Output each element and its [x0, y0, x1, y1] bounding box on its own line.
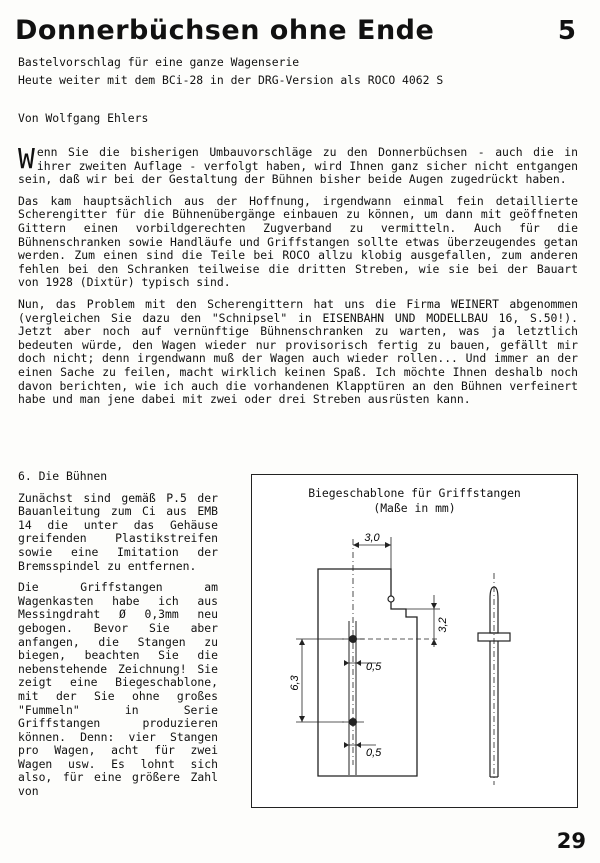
dim-large-arrow-bottom: [299, 716, 305, 722]
page-number: 29: [556, 829, 586, 853]
subtitle-line-1: Bastelvorschlag für eine ganze Wagenserie: [18, 55, 300, 69]
dim-small-arrow-bottom: [431, 639, 437, 645]
dim-large-label: 6,3: [289, 675, 301, 691]
dim-hole-upper-arrow-left: [344, 660, 349, 666]
intro-paragraph-1-text: enn Sie die bisherigen Umbauvorschläge zu den Donnerbüchsen - auch die in ihrer zweiten Auflage - verfolgt haben, wird Ihnen ganz sicher nicht entgangen sein, daß wir bei der Gestaltung der Bühnen bisher beide Augen zugedrückt haben.: [18, 145, 578, 187]
dim-hole-lower-label: 0,5: [366, 747, 382, 759]
dim-hole-lower-arrow-right: [356, 742, 361, 748]
dim-hole-upper-arrow-right: [356, 660, 361, 666]
dim-hole-upper-label: 0,5: [366, 661, 382, 673]
section-column: [18, 470, 218, 807]
article-subtitle: [18, 56, 588, 91]
intro-paragraph-2: Das kam hauptsächlich aus der Hoffnung, irgendwann einmal fein detaillierte Scherengitter für die Bühnenübergänge einbauen zu können, um dann mit geöffneten Gittern einen vorbildgerechten Zugverband zu vermitteln. Auch für die Bühnenschranken sowie Handläufe und Griffstangen sollte etwas überzeugendes getan werden. Zum einen sind die Teile bei ROCO allzu klobig ausgefallen, zum anderen fehlen bei den Schranken teilweise die dritten Streben, wie sie bei der Bauart von 1928 (Dixtür) typisch sind.: [18, 193, 578, 290]
drop-cap: W: [18, 142, 35, 175]
notch-hole: [388, 596, 394, 602]
section-paragraph-2: Die Griffstangen am Wagenkasten habe ich aus Messingdraht Ø 0,3mm neu gebogen. Bevor Sie aber anfangen, die Stangen zu biegen, beachten Sie die nebenstehende Zeichnung! Sie zeigt eine Biegeschablone, mit der Sie ohne großes "Fummeln" in Serie Griffstangen produzieren können. Denn: vier Stangen pro Wagen, acht für zwei Wagen usw. Es lohnt sich also, für eine größere Zahl von: [18, 580, 218, 799]
intro-paragraph-3: Nun, das Problem mit den Scherengittern hat uns die Firma WEINERT abgenommen (vergleichen Sie dazu den "Schnipsel" in EISENBAHN UND MODELLBAU 16, S.50!). Jetzt aber noch auf vernünftige Bühnenschranken zu warten, was ja letztlich bedeuten würde, den Wagen wieder nur provisorisch fertig zu bauen, gefällt mir doch nicht; denn irgendwann muß der Wagen auch wieder rollen... Und immer an der einen Sache zu feilen, macht wirklich keinen Spaß. Ich möchte Ihnen deshalb noch davon berichten, wie ich auch die vorhandenen Klapptüren an den Bühnen verfeinert habe und man jene dabei mit zwei oder drei Streben ausrüsten kann.: [18, 296, 578, 407]
author-byline: Von Wolfgang Ehlers: [18, 111, 149, 125]
article-title: Donnerbüchsen ohne Ende: [15, 15, 435, 46]
dim-hole-lower-arrow-left: [344, 742, 349, 748]
subtitle-line-2: Heute weiter mit dem BCi-28 in der DRG-Version als ROCO 4062 S: [18, 72, 444, 87]
dim-width-arrow-right: [385, 542, 391, 548]
section-paragraph-1: Zunächst sind gemäß P.5 der Bauanleitung zum Ci aus EMB 14 die unter das Gehäuse greifenden Plastikstreifen sowie eine Imitation der Bremsspindel zu entfernen.: [18, 490, 218, 573]
figure-title: Biegeschablone für Griffstangen: [308, 486, 521, 500]
dim-small-arrow-top: [431, 603, 437, 609]
dim-small-label: 3,2: [437, 617, 449, 633]
dim-width-arrow-left: [353, 542, 359, 548]
part-number: 5: [557, 16, 576, 46]
figure-subtitle: (Maße in mm): [373, 501, 456, 515]
intro-paragraph-1: [18, 142, 578, 187]
intro-text: [18, 142, 578, 415]
section-heading: 6. Die Bühnen: [18, 469, 108, 483]
dim-large-arrow-top: [299, 639, 305, 645]
bending-template-figure: [251, 474, 578, 808]
dim-width-label: 3,0: [364, 532, 380, 544]
template-drawing: [252, 475, 576, 806]
